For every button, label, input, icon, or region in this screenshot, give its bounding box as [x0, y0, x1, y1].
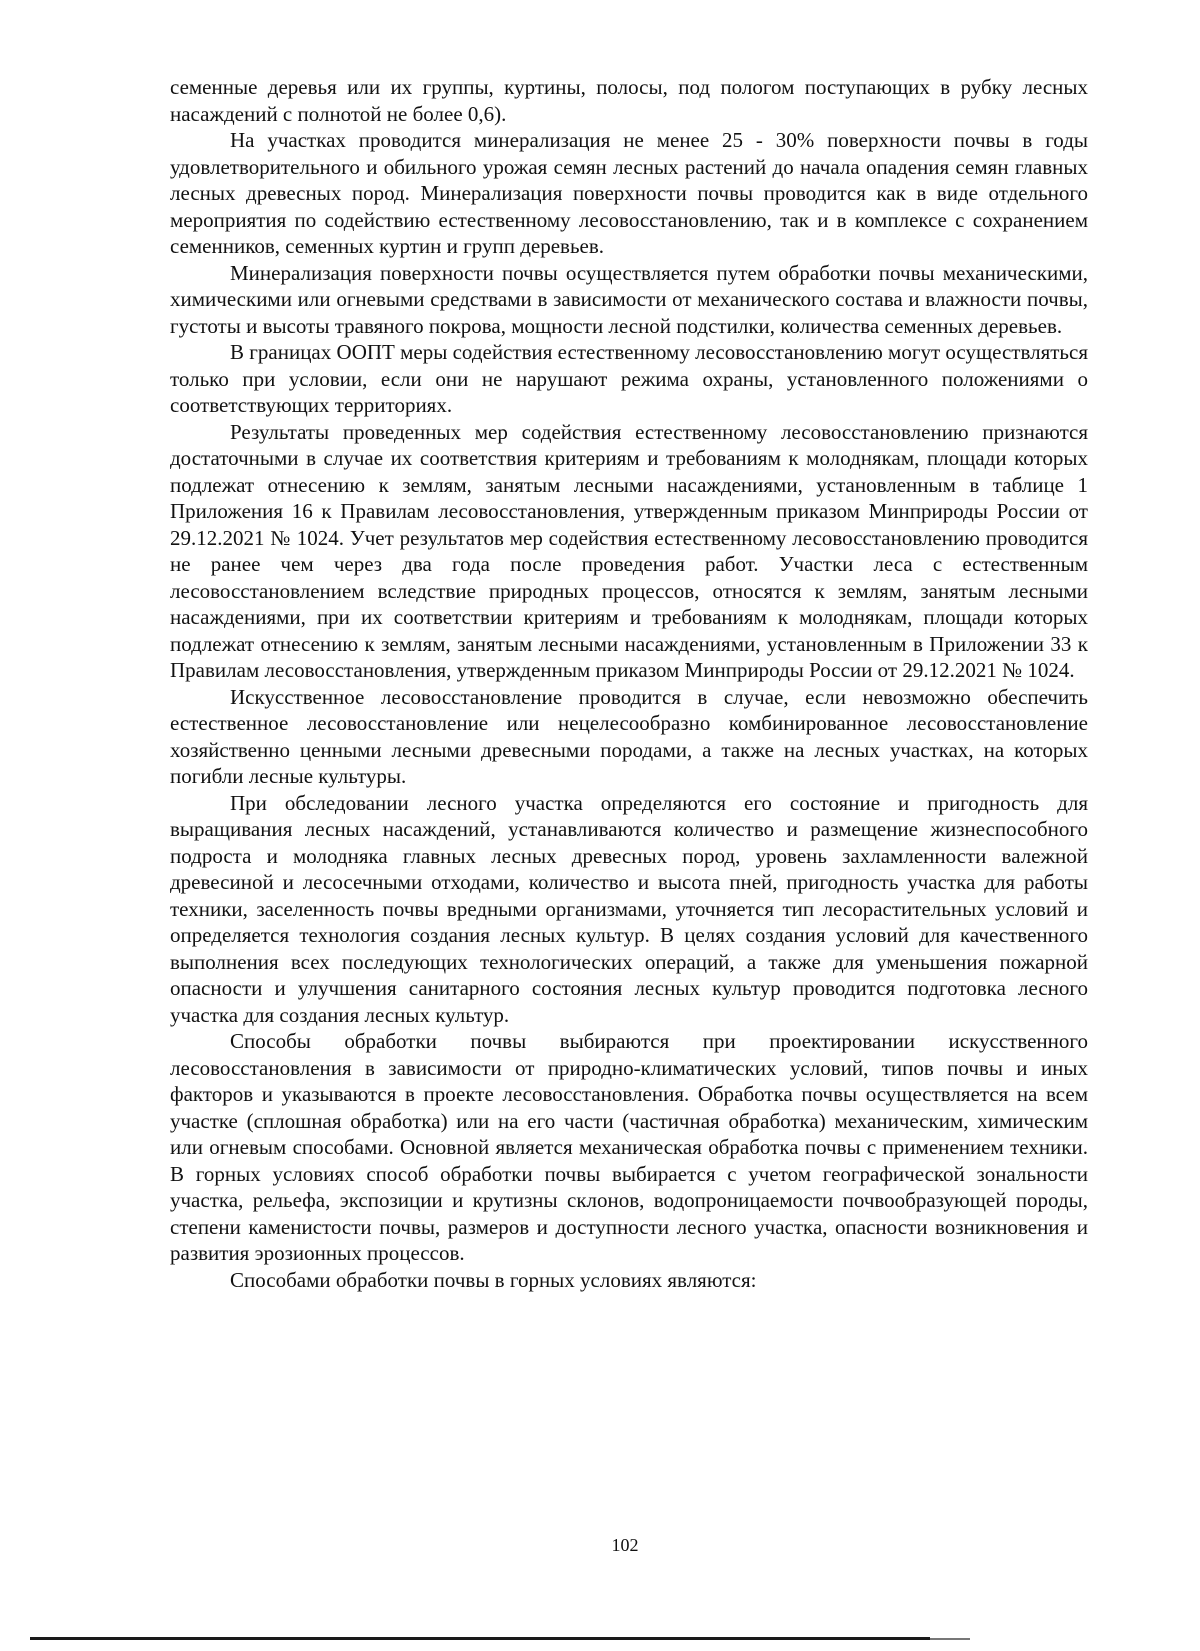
paragraph-2: На участках проводится минерализация не менее 25 - 30% поверхности почвы в годы удовлетворительного и обильного урожая семян лесных растений до начала опадения семян главных лесных древесных пород. Минерализация поверхности почвы проводится как в виде отдельного мероприятия по содействию естественному лесовосстановлению, так и в комплексе с сохранением семенников, семенных куртин и групп деревьев.: [170, 128, 1088, 258]
body-text: [170, 74, 1088, 1293]
paragraph-1: семенные деревья или их группы, куртины, полосы, под пологом поступающих в рубку лесных насаждений с полнотой не более 0,6).: [170, 75, 1088, 126]
paragraph-7: При обследовании лесного участка определяются его состояние и пригодность для выращивания лесных насаждений, устанавливаются количество и размещение жизнеспособного подроста и молодняка главных лесных древесных пород, уровень захламленности валежной древесиной и лесосечными отходами, количество и высота пней, пригодность участка для работы техники, заселенность почвы вредными организмами, уточняется тип лесорастительных условий и определяется технология создания лесных культур. В целях создания условий для качественного выполнения всех последующих технологических операций, а также для уменьшения пожарной опасности и улучшения санитарного состояния лесных культур проводится подготовка лесного участка для создания лесных культур.: [170, 790, 1088, 1027]
bottom-rule-end: [930, 1638, 970, 1640]
bottom-rule: [30, 1637, 930, 1640]
paragraph-3: Минерализация поверхности почвы осуществляется путем обработки почвы механическими, химическими или огневыми средствами в зависимости от механического состава и влажности почвы, густоты и высоты травяного покрова, мощности лесной подстилки, количества семенных деревьев.: [170, 260, 1088, 338]
paragraph-5: Результаты проведенных мер содействия естественному лесовосстановлению признаются достаточными в случае их соответствия критериям и требованиям к молоднякам, площади которых подлежат отнесению к землям, занятым лесными насаждениями, установленным в таблице 1 Приложения 16 к Правилам лесовосстановления, утвержденным приказом Минприроды России от 29.12.2021 № 1024. Учет результатов мер содействия естественному лесовосстановлению проводится не ранее чем через два года после проведения работ. Участки леса с естественным лесовосстановлением вследствие природных процессов, относятся к землям, занятым лесными насаждениями, при их соответствии критериям и требованиям к молоднякам, площади которых подлежат отнесению к землям, занятым лесными насаждениями, установленным в Приложении 33 к Правилам лесовосстановления, утвержденным приказом Минприроды России от 29.12.2021 № 1024.: [170, 419, 1088, 682]
page-number: 102: [611, 1535, 639, 1555]
paragraph-8: Способы обработки почвы выбираются при проектировании искусственного лесовосстановления в зависимости от природно-климатических условий, типов почвы и иных факторов и указываются в проекте лесовосстановления. Обработка почвы осуществляется на всем участке (сплошная обработка) или на его части (частичная обработка) механическим, химическим или огневым способами. Основной является механическая обработка почвы с применением техники. В горных условиях способ обработки почвы выбирается с учетом географической зональности участка, рельефа, экспозиции и крутизны склонов, водопроницаемости почвообразующей породы, степени каменистости почвы, размеров и доступности лесного участка, опасности возникновения и развития эрозионных процессов.: [170, 1029, 1088, 1265]
paragraph-4: В границах ООПТ меры содействия естественному лесовосстановлению могут осуществляться только при условии, если они не нарушают режима охраны, установленного положениями о соответствующих территориях.: [170, 340, 1088, 417]
paragraph-9: Способами обработки почвы в горных условиях являются:: [230, 1267, 757, 1292]
paragraph-6: Искусственное лесовосстановление проводится в случае, если невозможно обеспечить естественное лесовосстановление или нецелесообразно комбинированное лесовосстановление хозяйственно ценными лесными древесными породами, а также на лесных участках, на которых погибли лесные культуры.: [170, 684, 1088, 788]
